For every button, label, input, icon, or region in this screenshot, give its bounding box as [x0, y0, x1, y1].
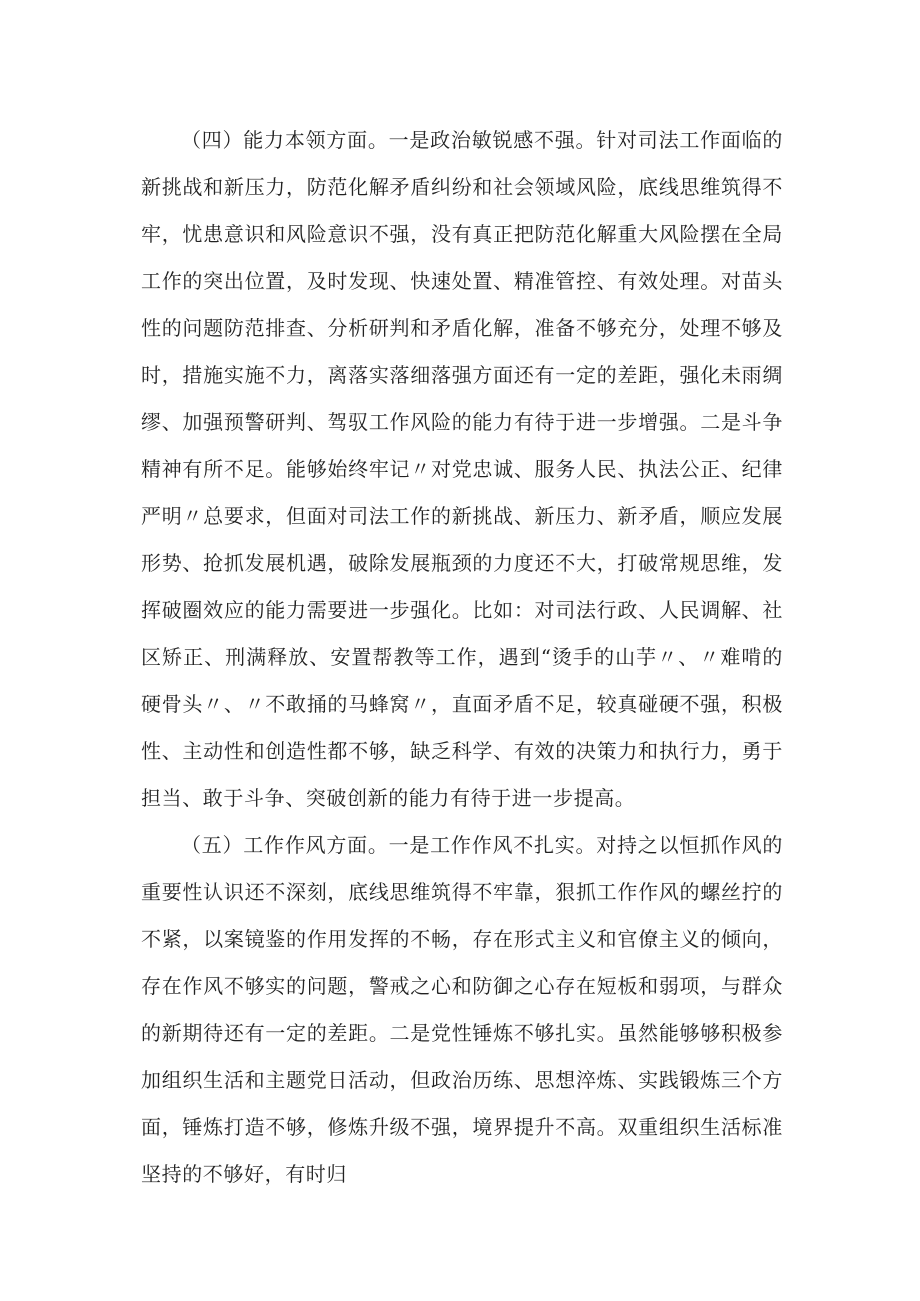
- document-body: [141, 117, 783, 1198]
- paragraph-ability-skills: （四）能力本领方面。一是政治敏锐感不强。针对司法工作面临的新挑战和新压力，防范化解矛盾纠纷和社会领域风险，底线思维筑得不牢，忧患意识和风险意识不强，没有真正把防范化解重大风险摆在全局工作的突出位置，及时发现、快速处置、精准管控、有效处理。对苗头性的问题防范排查、分析研判和矛盾化解，准备不够充分，处理不够及时，措施实施不力，离落实落细落强方面还有一定的差距，强化未雨绸缪、加强预警研判、驾驭工作风险的能力有待于进一步增强。二是斗争精神有所不足。能够始终牢记〃对党忠诚、服务人民、执法公正、纪律严明〃总要求，但面对司法工作的新挑战、新压力、新矛盾，顺应发展形势、抢抓发展机遇，破除发展瓶颈的力度还不大，打破常规思维，发挥破圈效应的能力需要进一步强化。比如：对司法行政、人民调解、社区矫正、刑满释放、安置帮教等工作，遇到“烫手的山芋〃、〃难啃的硬骨头〃、〃不敢捅的马蜂窝〃，直面矛盾不足，较真碰硬不强，积极性、主动性和创造性都不够，缺乏科学、有效的决策力和执行力，勇于担当、敢于斗争、突破创新的能力有待于进一步提高。: [141, 128, 783, 810]
- paragraph-work-style: （五）工作作风方面。一是工作作风不扎实。对持之以恒抓作风的重要性认识还不深刻，底线思维筑得不牢靠，狠抓工作作风的螺丝拧的不紧，以案镜鉴的作用发挥的不畅，存在形式主义和官僚主义的倾向，存在作风不够实的问题，警戒之心和防御之心存在短板和弱项，与群众的新期待还有一定的差距。二是党性锤炼不够扎实。虽然能够够积极参加组织生活和主题党日活动，但政治历练、思想淬炼、实践锻炼三个方面，锤炼打造不够，修炼升级不强，境界提升不高。双重组织生活标准坚持的不够好，有时归: [141, 833, 783, 1186]
